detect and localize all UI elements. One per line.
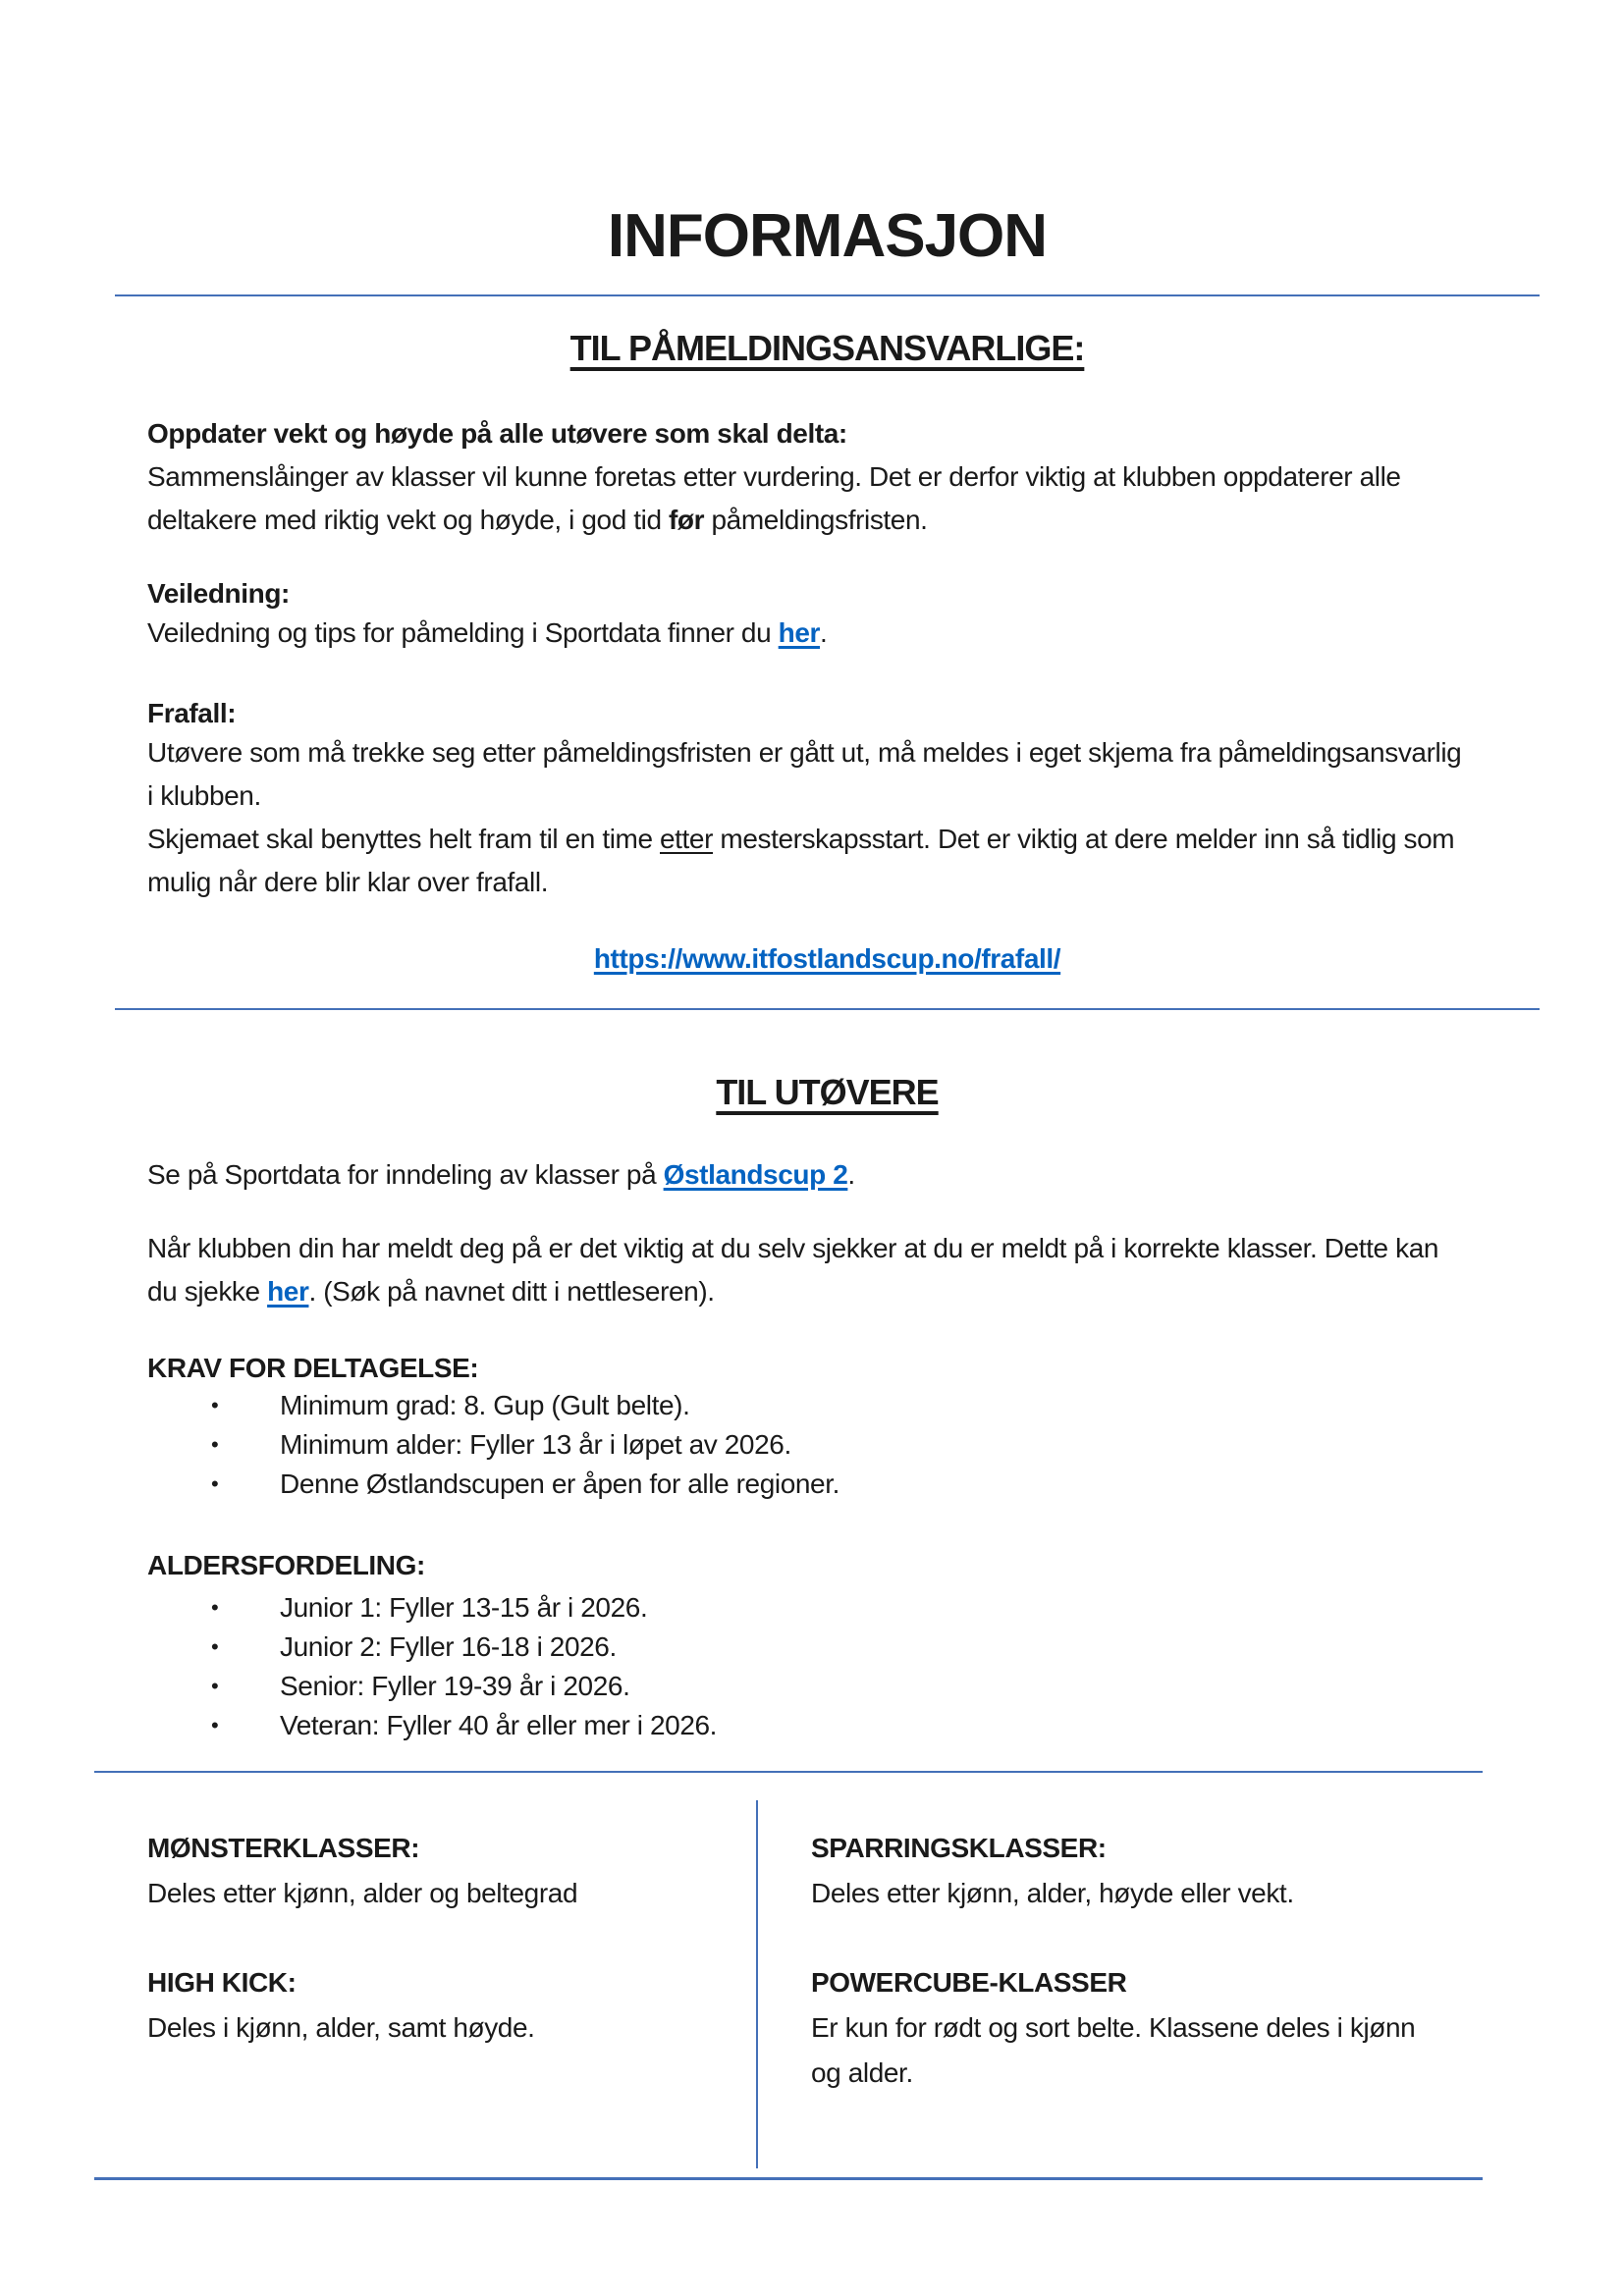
krav-heading: KRAV FOR DELTAGELSE: xyxy=(147,1353,479,1383)
powercube-heading: POWERCUBE-KLASSER xyxy=(811,1967,1127,1998)
sparring-text: Deles etter kjønn, alder, høyde eller vekt. xyxy=(811,1878,1294,1908)
check-her-link[interactable]: her xyxy=(267,1276,309,1307)
sportdata-text-before: Se på Sportdata for inndeling av klasser på xyxy=(147,1159,664,1190)
frafall-heading: Frafall: xyxy=(147,698,237,728)
update-weight-heading: Oppdater vekt og høyde på alle utøvere som skal delta: xyxy=(147,418,847,449)
check-classes-paragraph xyxy=(147,1227,1468,1313)
powercube-text: Er kun for rødt og sort belte. Klassene deles i kjønn og alder. xyxy=(811,2012,1416,2088)
list-item-label: Senior: Fyller 19-39 år i 2026. xyxy=(280,1671,630,1701)
list-item xyxy=(147,1425,1468,1465)
bullet-icon: • xyxy=(211,1713,219,1737)
list-item xyxy=(147,1628,1468,1667)
bullet-icon: • xyxy=(211,1471,219,1496)
list-item-label: Junior 1: Fyller 13-15 år i 2026. xyxy=(280,1592,648,1623)
bullet-icon: • xyxy=(211,1432,219,1457)
update-text-bold-for: før xyxy=(669,505,705,535)
veiledning-text-after: . xyxy=(820,617,828,648)
list-item xyxy=(147,1667,1468,1706)
veiledning-her-link[interactable]: her xyxy=(778,617,821,648)
page-title: INFORMASJON xyxy=(607,202,1048,270)
aldersfordeling-list xyxy=(147,1588,1468,1745)
highkick-text: Deles i kjønn, alder, samt høyde. xyxy=(147,2012,535,2043)
highkick-heading: HIGH KICK: xyxy=(147,1967,297,1998)
section-heading-utovere: TIL UTØVERE xyxy=(716,1072,939,1112)
frafall-text-after: mesterskapsstart. Det er viktig at dere melder inn så tidlig som mulig når dere blir klar over frafall. xyxy=(147,824,1455,897)
classes-column-left xyxy=(147,1826,717,2051)
sparring-heading: SPARRINGSKLASSER: xyxy=(811,1833,1107,1863)
frafall-paragraph-2 xyxy=(147,818,1468,904)
veiledning-text-before: Veiledning og tips for påmelding i Sportdata finner du xyxy=(147,617,779,648)
section-heading-pameldingsansvarlige: TIL PÅMELDINGSANSVARLIGE: xyxy=(569,328,1085,368)
bullet-icon: • xyxy=(211,1393,219,1417)
list-item xyxy=(147,1465,1468,1504)
frafall-paragraph-1: Utøvere som må trekke seg etter påmeldingsfristen er gått ut, må meldes i eget skjema fra påmeldingsansvarlig i klubben. xyxy=(147,737,1462,811)
list-item-label: Junior 2: Fyller 16-18 i 2026. xyxy=(280,1631,617,1662)
veiledning-paragraph xyxy=(147,612,1468,655)
classes-table xyxy=(94,1771,1483,2180)
frafall-url-link[interactable]: https://www.itfostlandscup.no/frafall/ xyxy=(593,943,1061,974)
veiledning-heading: Veiledning: xyxy=(147,578,290,609)
sportdata-paragraph xyxy=(147,1153,1468,1197)
aldersfordeling-heading: ALDERSFORDELING: xyxy=(147,1550,425,1580)
frafall-text-before: Skjemaet skal benyttes helt fram til en time xyxy=(147,824,660,854)
list-item xyxy=(147,1706,1468,1745)
frafall-text-underlined-etter: etter xyxy=(660,824,714,854)
divider-rule-top xyxy=(115,294,1540,296)
list-item-label: Minimum alder: Fyller 13 år i løpet av 2026. xyxy=(280,1429,791,1460)
monster-heading: MØNSTERKLASSER: xyxy=(147,1833,420,1863)
classes-column-right xyxy=(811,1826,1439,2096)
bullet-icon: • xyxy=(211,1595,219,1620)
column-divider xyxy=(756,1800,758,2168)
list-item-label: Veteran: Fyller 40 år eller mer i 2026. xyxy=(280,1710,718,1740)
ostlandscup2-link[interactable]: Østlandscup 2 xyxy=(663,1159,848,1190)
divider-rule-middle xyxy=(115,1008,1540,1010)
sportdata-text-after: . xyxy=(847,1159,855,1190)
update-weight-paragraph xyxy=(147,455,1468,542)
bullet-icon: • xyxy=(211,1634,219,1659)
list-item-label: Denne Østlandscupen er åpen for alle regioner. xyxy=(280,1468,839,1499)
list-item xyxy=(147,1588,1468,1628)
list-item xyxy=(147,1386,1468,1425)
frafall-url-line xyxy=(115,937,1540,981)
krav-list xyxy=(147,1386,1468,1504)
check-text-before: Når klubben din har meldt deg på er det viktig at du selv sjekker at du er meldt på i korrekte klasser. Dette kan du sjekke xyxy=(147,1233,1439,1307)
bullet-icon: • xyxy=(211,1674,219,1698)
check-text-after: . (Søk på navnet ditt i nettleseren). xyxy=(308,1276,715,1307)
update-text-before: Sammenslåinger av klasser vil kunne foretas etter vurdering. Det er derfor viktig at klubben oppdaterer alle deltakere med riktig vekt og høyde, i god tid xyxy=(147,461,1401,535)
list-item-label: Minimum grad: 8. Gup (Gult belte). xyxy=(280,1390,690,1420)
update-text-after: påmeldingsfristen. xyxy=(704,505,928,535)
monster-text: Deles etter kjønn, alder og beltegrad xyxy=(147,1878,578,1908)
